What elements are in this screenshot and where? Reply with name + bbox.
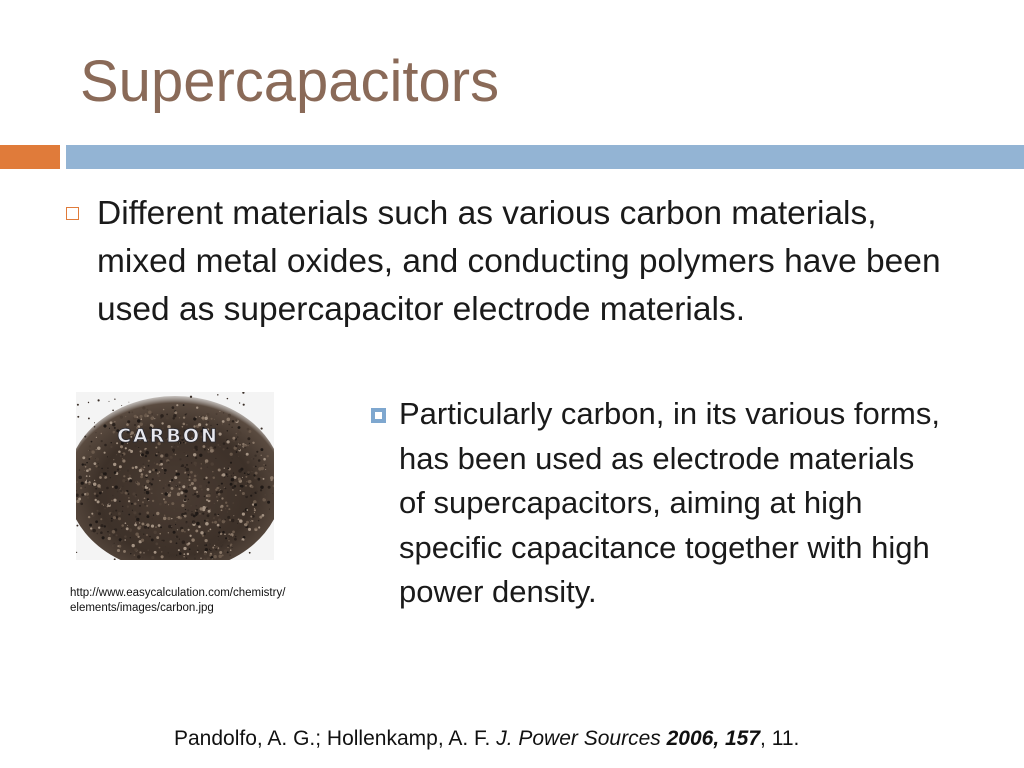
citation-authors: Pandolfo, A. G.; Hollenkamp, A. F. <box>174 727 491 750</box>
image-source-caption: http://www.easycalculation.com/chemistry/elements/images/carbon.jpg <box>70 587 286 614</box>
citation-year-volume: 2006, 157 <box>666 727 761 750</box>
carbon-image <box>76 392 274 560</box>
carbon-label: CARBON <box>117 425 219 447</box>
citation-pages: , 11. <box>760 727 800 750</box>
sub-bullet-text: Particularly carbon, in its various forms, has been used as electrode materials of supercapacitors, aiming at high specific capacitance together with high power density. <box>399 396 940 609</box>
hollow-square-bullet-icon <box>66 207 79 220</box>
main-bullet-text: Different materials such as various carbon materials, mixed metal oxides, and conducting polymers have been used as supercapacitor electrode materials. <box>97 195 941 328</box>
reference-citation <box>174 726 874 752</box>
title-accent-bar <box>0 145 60 169</box>
filled-square-bullet-icon <box>371 408 386 423</box>
citation-journal: J. Power Sources <box>496 727 661 750</box>
slide-title: Supercapacitors <box>80 49 500 114</box>
title-divider-bar <box>66 145 1024 169</box>
